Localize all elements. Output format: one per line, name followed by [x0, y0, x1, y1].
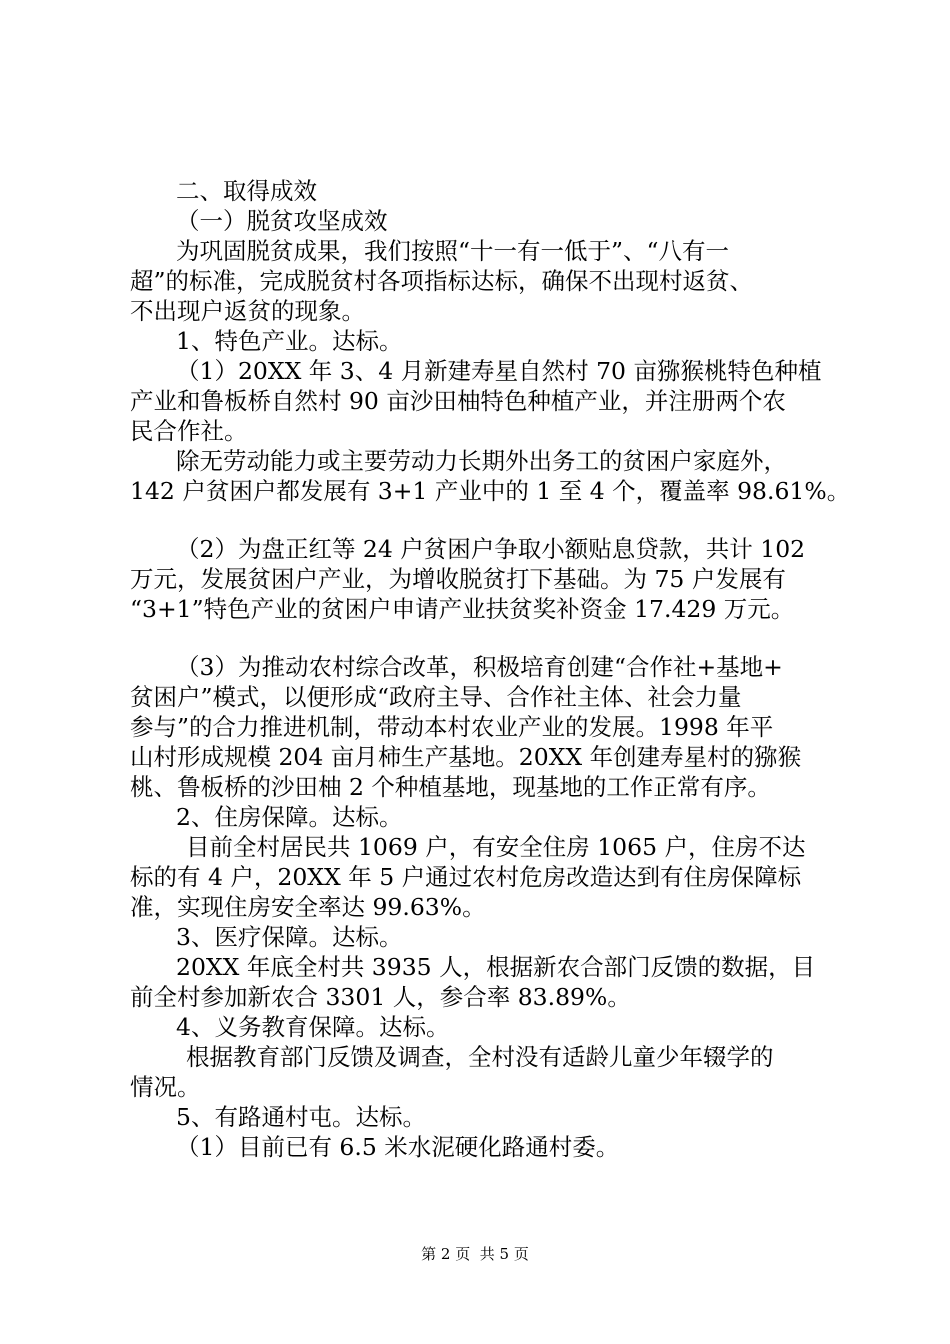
section-heading [130, 176, 845, 206]
text-line: （一）脱贫攻坚成效 [176, 207, 388, 235]
text-line: 贫困户”模式，以便形成“政府主导、合作社主体、社会力量 [130, 683, 742, 711]
subsection-heading [130, 206, 845, 236]
text-line: 根据教育部门反馈及调查，全村没有适龄儿童少年辍学的 [186, 1043, 774, 1071]
text-line: 不出现户返贫的现象。 [130, 297, 365, 325]
item-heading [130, 922, 845, 952]
paragraph-spacer [130, 624, 845, 652]
text-line: （3）为推动农村综合改革，积极培育创建“合作社+基地+ [176, 653, 783, 681]
text-line: 情况。 [130, 1073, 201, 1101]
paragraph [130, 652, 845, 802]
text-line: （2）为盘正红等 24 户贫困户争取小额贴息贷款，共计 102 [176, 535, 806, 563]
text-line: 参与”的合力推进机制，带动本村农业产业的发展。1998 年平 [130, 713, 774, 741]
text-line: 标的有 4 户，20XX 年 5 户通过农村危房改造达到有住房保障标 [130, 863, 802, 891]
item-heading [130, 326, 845, 356]
item-heading [130, 1102, 845, 1132]
text-line: 产业和鲁板桥自然村 90 亩沙田柚特色种植产业，并注册两个农 [130, 387, 786, 415]
item-heading [130, 802, 845, 832]
text-line: 5、有路通村屯。达标。 [176, 1103, 426, 1131]
paragraph [130, 1132, 845, 1162]
text-line: 万元，发展贫困户产业，为增收脱贫打下基础。为 75 户发展有 [130, 565, 786, 593]
text-line: 142 户贫困户都发展有 3+1 产业中的 1 至 4 个，覆盖率 98.61%。 [130, 477, 851, 505]
paragraph [130, 832, 845, 922]
page-footer [0, 1244, 950, 1264]
text-line: 超”的标准，完成脱贫村各项指标达标，确保不出现村返贫、 [130, 267, 754, 295]
text-line: 二、取得成效 [176, 177, 317, 205]
page-number: 第 2 页 共 5 页 [421, 1245, 529, 1263]
text-line: 20XX 年底全村共 3935 人，根据新农合部门反馈的数据，目 [176, 953, 816, 981]
item-heading [130, 1012, 845, 1042]
text-line: 准，实现住房安全率达 99.63%。 [130, 893, 486, 921]
paragraph [130, 446, 851, 506]
paragraph-spacer [130, 506, 845, 534]
paragraph [130, 952, 845, 1012]
document-body [130, 176, 851, 1162]
text-line: （1）20XX 年 3、4 月新建寿星自然村 70 亩猕猴桃特色种植 [176, 357, 822, 385]
paragraph [130, 356, 845, 446]
text-line: 2、住房保障。达标。 [176, 803, 403, 831]
text-line: “3+1”特色产业的贫困户申请产业扶贫奖补资金 17.429 万元。 [130, 595, 795, 623]
paragraph [130, 1042, 845, 1102]
text-line: 前全村参加新农合 3301 人，参合率 83.89%。 [130, 983, 631, 1011]
text-line: 1、特色产业。达标。 [176, 327, 403, 355]
text-line: 4、义务教育保障。达标。 [176, 1013, 450, 1041]
text-line: （1）目前已有 6.5 米水泥硬化路通村委。 [176, 1133, 620, 1161]
text-line: 目前全村居民共 1069 户，有安全住房 1065 户，住房不达 [186, 833, 806, 861]
text-line: 为巩固脱贫成果，我们按照“十一有一低于”、“八有一 [176, 237, 730, 265]
text-line: 除无劳动能力或主要劳动力长期外出务工的贫困户家庭外， [176, 447, 787, 475]
text-line: 3、医疗保障。达标。 [176, 923, 403, 951]
paragraph [130, 534, 845, 624]
text-line: 山村形成规模 204 亩月柿生产基地。20XX 年创建寿星村的猕猴 [130, 743, 802, 771]
paragraph [130, 236, 845, 326]
text-line: 民合作社。 [130, 417, 248, 445]
text-line: 桃、鲁板桥的沙田柚 2 个种植基地，现基地的工作正常有序。 [130, 773, 771, 801]
